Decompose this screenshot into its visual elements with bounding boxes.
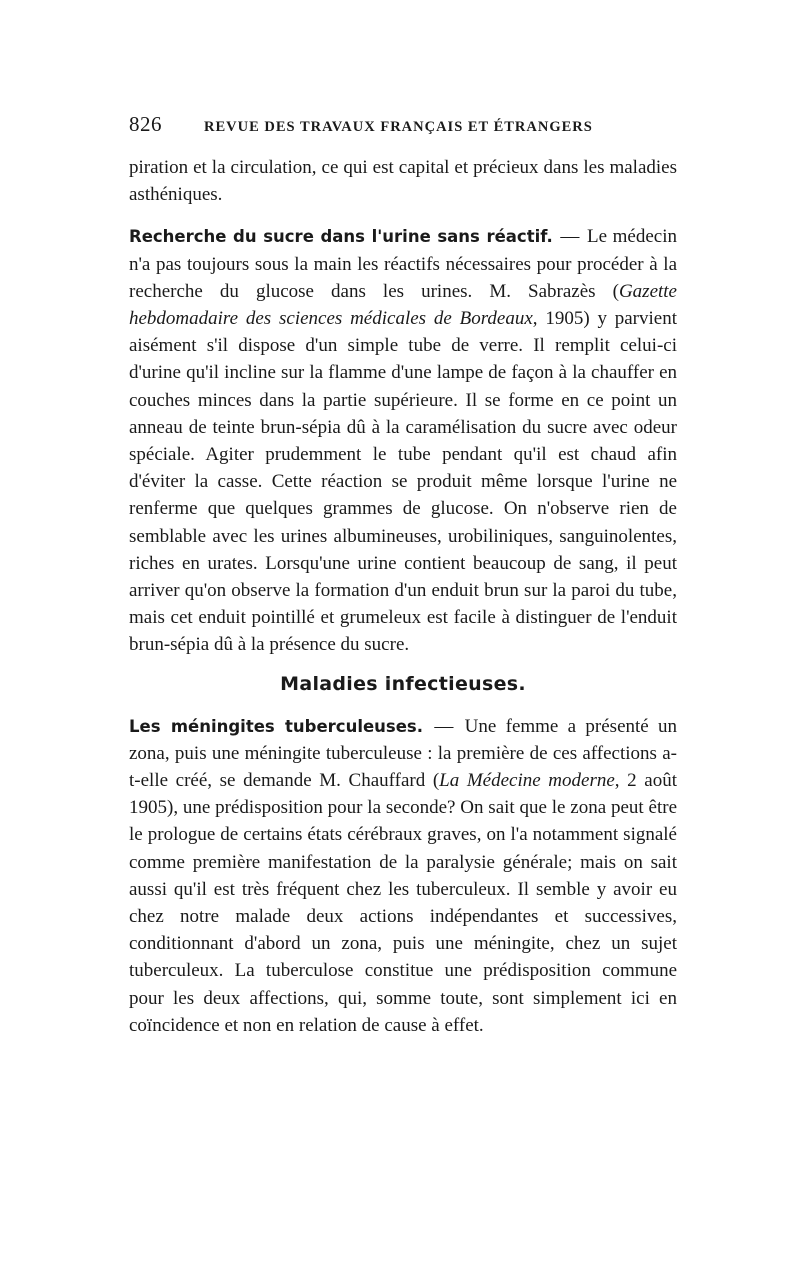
article-sucre-text-1: Le médecin n'a pas toujours sous la main les réactifs nécessaires pour procéder à la recherche du glucose dans les urines. M. Sabrazès ( xyxy=(129,226,678,302)
article-meningites-dash: — xyxy=(434,715,454,737)
section-title: Maladies infectieuses. xyxy=(280,672,526,695)
article-meningites-text-2: , 2 août 1905), une prédisposition pour la seconde? On sait que le zona peut être le prologue de certains états cérébraux graves, on l'a notamment signalé comme première manifestation de la paralysie générale; mais on sait aussi qu'il est très fréquent chez les tuberculeux. Il semble y avoir eu chez notre malade deux actions indépendantes et successives, conditionnant d'abord un zona, puis une méningite, chez un sujet tuberculeux. La tuberculose constitue une prédisposition commune pour les deux affections, qui, somme toute, sont simplement ici en coïncidence et non en relation de cause à effet. xyxy=(129,770,677,1036)
article-meningites-title: Les méningites tuberculeuses. xyxy=(129,716,424,736)
article-meningites xyxy=(129,713,677,1039)
article-sucre-title: Recherche du sucre dans l'urine sans réactif. xyxy=(129,227,553,247)
document-page xyxy=(129,112,677,1039)
running-header xyxy=(129,112,677,142)
article-meningites-source: La Médecine moderne xyxy=(439,770,615,792)
journal-title: REVUE DES TRAVAUX FRANÇAIS ET ÉTRANGERS xyxy=(204,119,593,135)
article-meningites-text-1: Une femme a présenté un zona, puis une méningite tuberculeuse : la première de ces affections a-t-elle créé, se demande M. Chauffard ( xyxy=(129,715,678,792)
continued-paragraph: piration et la circulation, ce qui est capital et précieux dans les maladies asthéniques. xyxy=(129,157,677,206)
page-number: 826 xyxy=(129,112,162,136)
article-sucre-dash: — xyxy=(560,226,580,248)
article-sucre-text-2: , 1905) y parvient aisément s'il dispose d'un simple tube de verre. Il remplit celui-ci d'urine qu'il incline sur la flamme d'une lampe de façon à la chauffer en couches minces dans la partie supérieure. Il se forme en ce point un anneau de teinte brun-sépia dû à la caramélisation du sucre avec odeur spéciale. Agiter prudemment le tube pendant qu'il est chaud afin d'éviter la casse. Cette réaction se produit même lorsque l'urine ne renferme que quelques grammes de glucose. On n'observe rien de semblable avec les urines albumineuses, urobiliniques, sanguinolentes, riches en urates. Lorsqu'une urine contient beaucoup de sang, il peut arriver qu'on observe la formation d'un enduit brun sur la paroi du tube, mais cet enduit pointillé et grumeleux est facile à distinguer de l'enduit brun-sépia dû à la présence du sucre. xyxy=(129,308,678,656)
article-sucre xyxy=(129,223,677,658)
article-sucre-source: Gazette hebdomadaire des sciences médicales de Bordeaux xyxy=(129,280,677,330)
